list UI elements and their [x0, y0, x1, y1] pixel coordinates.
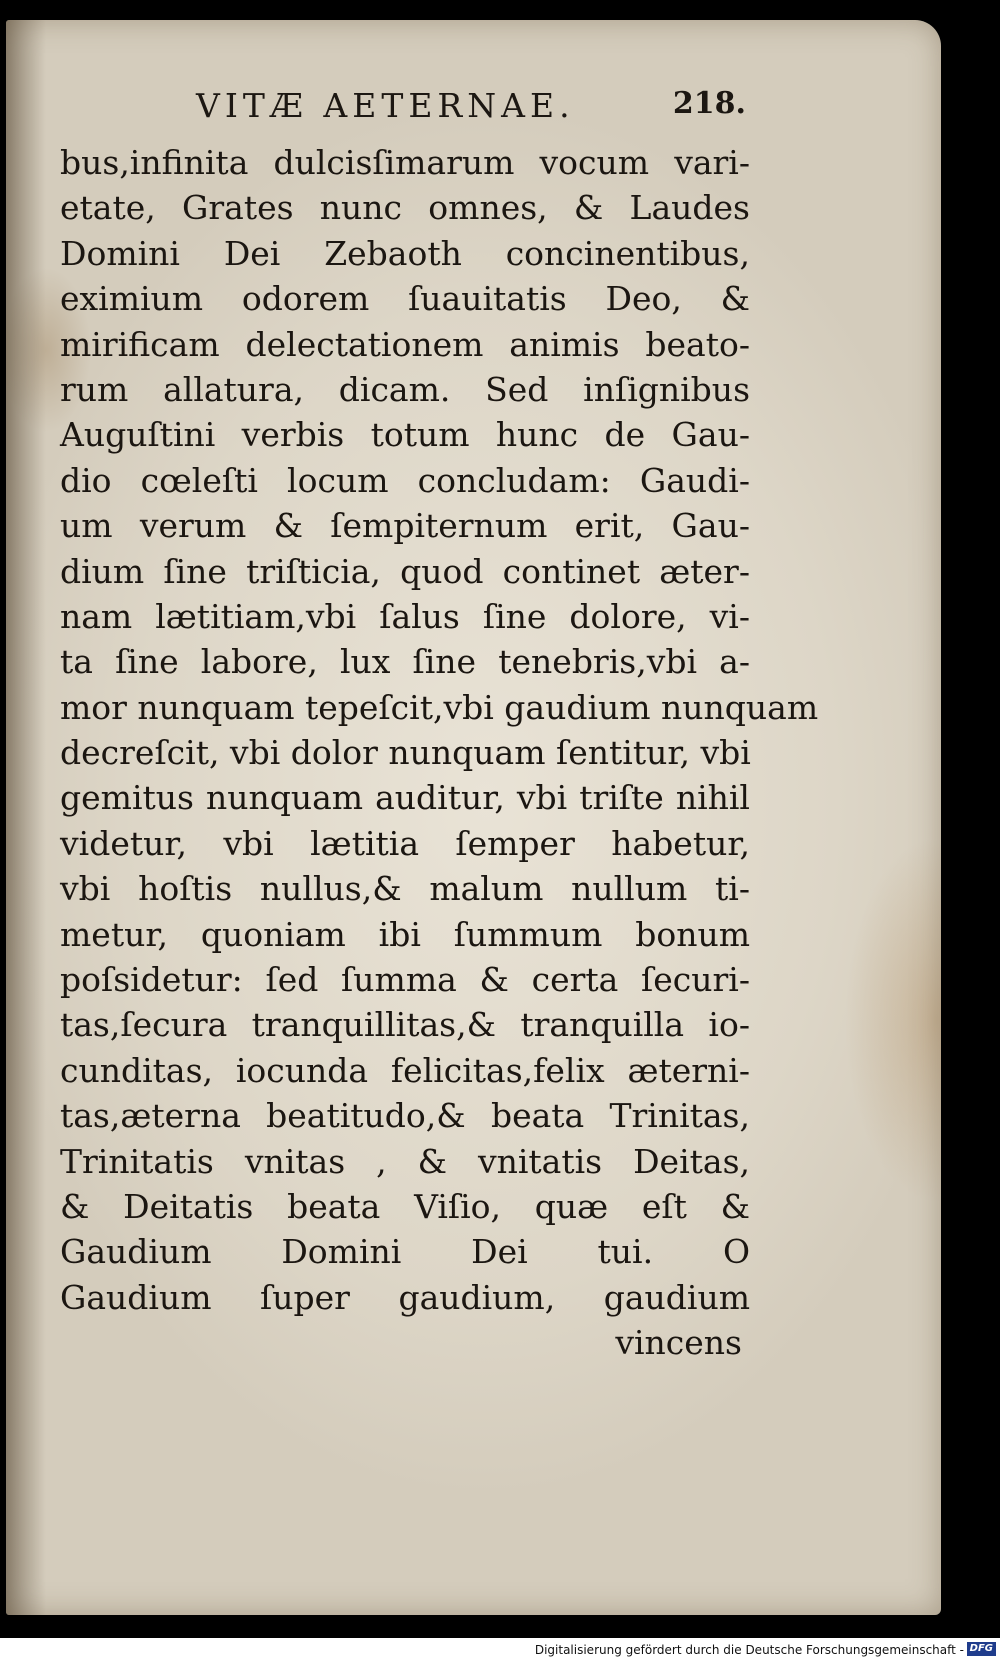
text-line: videtur, vbi lætitia ſemper habetur, [60, 823, 750, 863]
text-line: Gaudium Domini Dei tui. O [60, 1232, 750, 1272]
text-line: vbi hoſtis nullus,& malum nullum ti- [60, 869, 750, 909]
text-line: rum allatura, dicam. Sed inſignibus [60, 369, 750, 409]
text-line: & Deitatis beata Viſio, quæ eſt & [60, 1186, 750, 1226]
text-line: um verum & ſempiternum erit, Gau- [60, 506, 750, 546]
text-line: Auguſtini verbis totum hunc de Gau- [60, 415, 750, 455]
text-line: ta ſine labore, lux ſine tenebris,vbi a- [60, 642, 750, 682]
text-line: Gaudium ſuper gaudium, gaudium [60, 1277, 750, 1317]
text-line: Domini Dei Zebaoth concinentibus, [60, 233, 750, 273]
page-header [156, 84, 746, 134]
text-line: mirificam delectationem animis beato- [60, 324, 750, 364]
running-title: VITÆ AETERNAE. [196, 86, 575, 125]
catchword: vincens [615, 1323, 742, 1363]
text-line: gemitus nunquam auditur, vbi triſte nihil [60, 778, 750, 818]
text-line: Trinitatis vnitas , & vnitatis Deitas, [60, 1141, 750, 1181]
text-line: etate, Grates nunc omnes, & Laudes [60, 188, 750, 228]
text-line: mor nunquam tepeſcit,vbi gaudium nunquam [60, 687, 819, 727]
text-line: tas,æterna beatitudo,& beata Trinitas, [60, 1096, 750, 1136]
book-page [6, 20, 941, 1615]
digitization-footer [0, 1638, 1000, 1661]
text-line: poſsidetur: ſed ſumma & certa ſecuri- [60, 960, 750, 1000]
text-line: decreſcit, vbi dolor nunquam ſentitur, vbi [60, 733, 751, 773]
text-line: bus,infinita dulcisſimarum vocum vari- [60, 143, 750, 182]
dfg-logo: DFG [967, 1642, 996, 1656]
text-line: dio cœleſti locum concludam: Gaudi- [60, 460, 750, 500]
text-line: metur, quoniam ibi ſummum bonum [60, 914, 750, 954]
text-line: cunditas, iocunda felicitas,felix æterni- [60, 1050, 750, 1090]
spine-shadow [6, 20, 46, 1615]
footer-credit: Digitalisierung gefördert durch die Deutsche Forschungsgemeinschaft - [534, 1643, 964, 1657]
text-line: dium ſine triſticia, quod continet æter- [60, 551, 750, 591]
body-text [60, 140, 819, 1366]
text-line: eximium odorem ſuauitatis Deo, & [60, 279, 750, 319]
page-number: 218. [672, 86, 746, 121]
text-line: nam lætitiam,vbi ſalus ſine dolore, vi- [60, 596, 750, 636]
text-line: tas,ſecura tranquillitas,& tranquilla io- [60, 1005, 750, 1045]
